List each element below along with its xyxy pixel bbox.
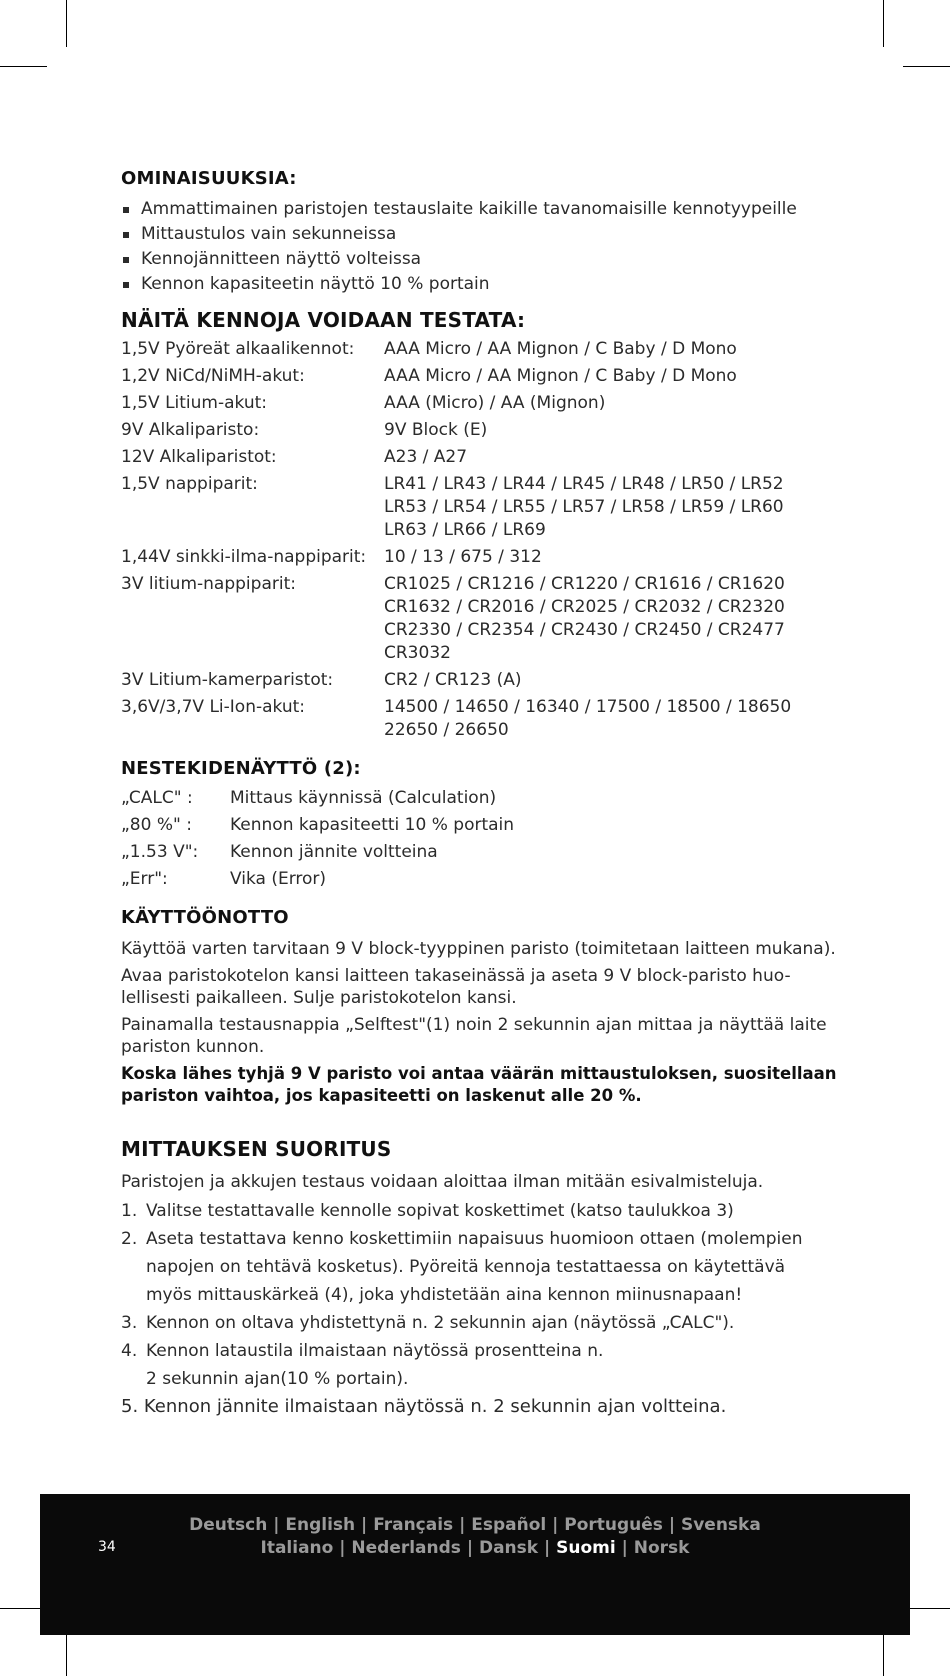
- language-link-norsk[interactable]: Norsk: [633, 1538, 690, 1558]
- step-item: [121, 1225, 841, 1309]
- cell-type: 3,6V/3,7V Li-Ion-akut:: [121, 697, 306, 717]
- crop-mark: [66, 1629, 67, 1676]
- lcd-description: Mittaus käynnissä (Calculation): [230, 788, 497, 808]
- cell-type: 1,5V nappiparit:: [121, 474, 258, 494]
- features-list: [121, 197, 841, 297]
- cell-models: [384, 473, 841, 542]
- language-link-français[interactable]: Français: [373, 1515, 454, 1535]
- language-line-1: [130, 1514, 820, 1537]
- page-number: 34: [98, 1539, 116, 1555]
- step-item: [121, 1337, 841, 1393]
- language-line-2: [130, 1537, 820, 1560]
- cell-models-line: LR53 / LR54 / LR55 / LR57 / LR58 / LR59 / LR60: [384, 497, 784, 517]
- cell-models: [384, 392, 841, 415]
- feature-item: Kennojännitteen näyttö volteissa: [121, 247, 841, 272]
- cell-type: 1,5V Litium-akut:: [121, 393, 268, 413]
- lcd-description: Vika (Error): [230, 869, 327, 889]
- measurement-step-5: 5. Kennon jännite ilmaistaan näytössä n. 2 sekunnin ajan voltteina.: [121, 1396, 727, 1417]
- cell-type: 12V Alkaliparistot:: [121, 447, 277, 467]
- lcd-code: „Err":: [121, 869, 168, 889]
- language-nav: [130, 1514, 820, 1560]
- cell-models: [384, 446, 841, 469]
- language-link-svenska[interactable]: Svenska: [680, 1515, 761, 1535]
- setup-heading: KÄYTTÖÖNOTTO: [121, 907, 289, 928]
- language-link-dansk[interactable]: Dansk: [478, 1538, 539, 1558]
- cell-models: [384, 419, 841, 442]
- language-link-english[interactable]: English: [285, 1515, 356, 1535]
- language-separator: |: [460, 1538, 479, 1558]
- features-heading: OMINAISUUKSIA:: [121, 168, 297, 189]
- language-separator: |: [662, 1515, 681, 1535]
- cell-models-line: 10 / 13 / 675 / 312: [384, 547, 542, 567]
- step-text: [146, 1337, 603, 1393]
- crop-mark: [903, 1608, 950, 1609]
- setup-text: [121, 938, 841, 1058]
- cell-type: 1,5V Pyöreät alkaalikennot:: [121, 339, 355, 359]
- language-link-deutsch[interactable]: Deutsch: [189, 1515, 268, 1535]
- crop-mark: [903, 66, 950, 67]
- step-line: Aseta testattava kenno koskettimiin napaisuus huomioon ottaen (molempien: [146, 1229, 803, 1249]
- language-separator: |: [546, 1515, 565, 1535]
- language-separator: |: [453, 1515, 472, 1535]
- cell-models: [384, 669, 841, 692]
- cell-type: 3V Litium-kamerparistot:: [121, 670, 334, 690]
- lcd-table: [121, 787, 841, 895]
- manual-content: [121, 168, 841, 1421]
- step-line: Kennon on oltava yhdistettynä n. 2 sekunnin ajan (näytössä „CALC").: [146, 1313, 735, 1333]
- feature-item: Ammattimainen paristojen testauslaite kaikille tavanomaisille kennotyypeille: [121, 197, 841, 222]
- cell-models-line: 9V Block (E): [384, 420, 488, 440]
- setup-paragraph: Avaa paristokotelon kansi laitteen takaseinässä ja aseta 9 V block-paristo huo-lellisesti paikalleen. Sulje paristokotelon kansi.: [121, 966, 791, 1008]
- step-item: [121, 1197, 841, 1225]
- setup-warning: Koska lähes tyhjä 9 V paristo voi antaa väärän mittaustuloksen, suositellaan pariston vaihtoa, jos kapasiteetti on laskenut alle 20 %.: [121, 1064, 837, 1105]
- setup-paragraph: Painamalla testausnappia „Selftest"(1) noin 2 sekunnin ajan mittaa ja näyttää laite pariston kunnon.: [121, 1015, 827, 1057]
- crop-mark: [883, 0, 884, 47]
- cell-type: 3V litium-nappiparit:: [121, 574, 296, 594]
- language-separator: |: [615, 1538, 634, 1558]
- cell-models: [384, 573, 841, 665]
- cell-models-line: 14500 / 14650 / 16340 / 17500 / 18500 / 18650: [384, 697, 792, 717]
- cell-models-line: AAA Micro / AA Mignon / C Baby / D Mono: [384, 366, 737, 386]
- cells-table: [121, 338, 841, 746]
- cell-models-line: CR3032: [384, 643, 451, 663]
- crop-mark: [66, 0, 67, 47]
- step-number: 2.: [121, 1229, 138, 1249]
- crop-mark: [0, 66, 47, 67]
- language-link-suomi[interactable]: Suomi: [556, 1538, 616, 1558]
- step-text: [146, 1225, 802, 1309]
- language-separator: |: [267, 1515, 286, 1535]
- cell-models: [384, 696, 841, 742]
- cell-models-line: LR63 / LR66 / LR69: [384, 520, 546, 540]
- cell-models: [384, 338, 841, 361]
- cell-models-line: AAA Micro / AA Mignon / C Baby / D Mono: [384, 339, 737, 359]
- cell-models-line: 22650 / 26650: [384, 720, 509, 740]
- step-text: [146, 1309, 734, 1337]
- step-line: Valitse testattavalle kennolle sopivat koskettimet (katso taulukkoa 3): [146, 1201, 734, 1221]
- language-separator: |: [538, 1538, 557, 1558]
- language-link-nederlands[interactable]: Nederlands: [351, 1538, 461, 1558]
- step-line: Kennon lataustila ilmaistaan näytössä prosentteina n.: [146, 1341, 604, 1361]
- cell-models-line: LR41 / LR43 / LR44 / LR45 / LR48 / LR50 / LR52: [384, 474, 784, 494]
- step-number: 1.: [121, 1201, 138, 1221]
- lcd-code: „CALC" :: [121, 788, 193, 808]
- step-line: napojen on tehtävä kosketus). Pyöreitä kennoja testattaessa on käytettävä: [146, 1257, 786, 1277]
- lcd-code: „80 %" :: [121, 815, 192, 835]
- cell-models-line: CR1632 / CR2016 / CR2025 / CR2032 / CR2320: [384, 597, 785, 617]
- cell-models-line: CR1025 / CR1216 / CR1220 / CR1616 / CR1620: [384, 574, 785, 594]
- cell-models-line: CR2 / CR123 (A): [384, 670, 522, 690]
- language-link-español[interactable]: Español: [471, 1515, 547, 1535]
- cell-models: [384, 546, 841, 569]
- cell-models-line: AAA (Micro) / AA (Mignon): [384, 393, 606, 413]
- lcd-description: Kennon kapasiteetti 10 % portain: [230, 815, 515, 835]
- cells-heading: NÄITÄ KENNOJA VOIDAAN TESTATA:: [121, 308, 526, 332]
- language-footer: [40, 1494, 910, 1635]
- step-line: 2 sekunnin ajan(10 % portain).: [146, 1369, 409, 1389]
- step-number: 3.: [121, 1313, 138, 1333]
- cell-models-line: A23 / A27: [384, 447, 468, 467]
- cell-type: 9V Alkaliparisto:: [121, 420, 260, 440]
- language-link-italiano[interactable]: Italiano: [260, 1538, 334, 1558]
- setup-paragraph: Käyttöä varten tarvitaan 9 V block-tyyppinen paristo (toimitetaan laitteen mukana).: [121, 939, 836, 959]
- measurement-intro: Paristojen ja akkujen testaus voidaan aloittaa ilman mitään esivalmisteluja.: [121, 1172, 764, 1192]
- cell-type: 1,2V NiCd/NiMH-akut:: [121, 366, 305, 386]
- language-link-português[interactable]: Português: [564, 1515, 663, 1535]
- language-separator: |: [333, 1538, 352, 1558]
- lcd-description: Kennon jännite voltteina: [230, 842, 438, 862]
- crop-mark: [883, 1629, 884, 1676]
- lcd-code: „1.53 V":: [121, 842, 199, 862]
- feature-item: Mittaustulos vain sekunneissa: [121, 222, 841, 247]
- language-separator: |: [355, 1515, 374, 1535]
- lcd-heading: NESTEKIDENÄYTTÖ (2):: [121, 758, 361, 779]
- feature-item: Kennon kapasiteetin näyttö 10 % portain: [121, 272, 841, 297]
- measurement-steps: [121, 1197, 841, 1393]
- step-item: [121, 1309, 841, 1337]
- cell-models: [384, 365, 841, 388]
- cell-type: 1,44V sinkki-ilma-nappiparit:: [121, 547, 367, 567]
- step-number: 4.: [121, 1341, 138, 1361]
- step-text: [146, 1197, 734, 1225]
- step-line: myös mittauskärkeä (4), joka yhdistetään aina kennon miinusnapaan!: [146, 1285, 743, 1305]
- cell-models-line: CR2330 / CR2354 / CR2430 / CR2450 / CR2477: [384, 620, 785, 640]
- measurement-heading: MITTAUKSEN SUORITUS: [121, 1137, 392, 1161]
